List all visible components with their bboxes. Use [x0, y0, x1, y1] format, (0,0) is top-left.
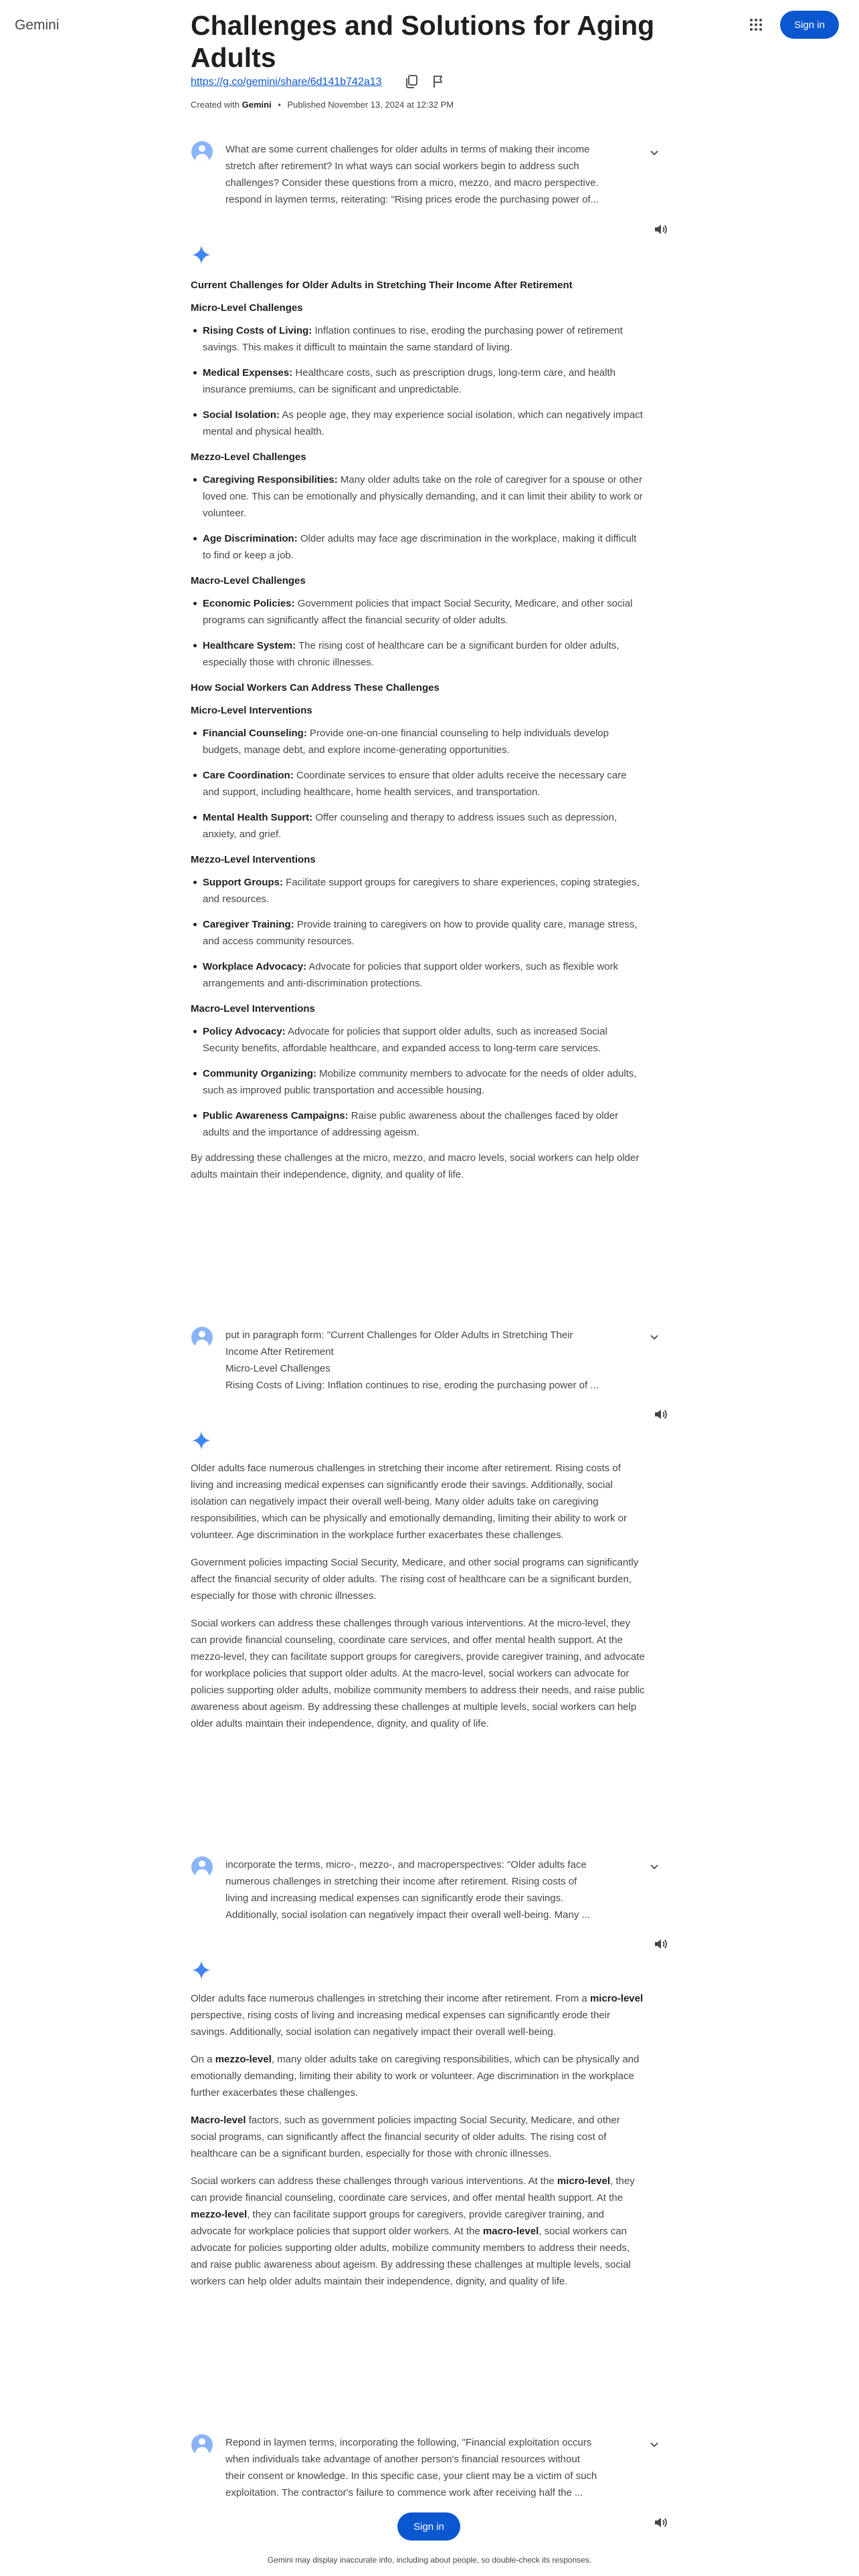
- prompt-line: challenges? Consider these questions from a micro, mezzo, and macro perspective.: [225, 177, 599, 189]
- list-item: [191, 637, 646, 671]
- listen-speaker-icon[interactable]: [653, 1937, 668, 1951]
- list-item: [191, 809, 646, 843]
- challenge-list: [191, 595, 646, 671]
- created-app: Gemini: [242, 100, 272, 110]
- listen-speaker-icon[interactable]: [653, 222, 668, 237]
- item-text: The rising cost of healthcare can be a significant burden for older adults, especially those with chronic illnesses.: [203, 640, 619, 668]
- text-run: , social workers can advocate for policies supporting older adults, mobilize community members to address their needs, and raise public awareness about ageism. By addressing these challenges at multiple levels, social workers can help older adults maintain their independence, dignity, and quality of life.: [191, 2226, 631, 2287]
- text-run: , many older adults take on caregiving responsibilities, which can be physically and emotionally demanding, limiting their ability to work or volunteer. Age discrimination in the workplace further exacerbates these challenges.: [191, 2054, 640, 2099]
- expand-prompt-chevron-icon[interactable]: [648, 146, 660, 158]
- response-paragraph: [191, 2173, 646, 2290]
- prompt-line: What are some current challenges for older adults in terms of making their income: [225, 144, 590, 155]
- page-title: Challenges and Solutions for Aging Adults: [191, 10, 655, 73]
- item-term: Economic Policies:: [203, 598, 295, 609]
- item-text: Coordinate services to ensure that older adults receive the necessary care and support, including healthcare, home health services, and transportation.: [203, 770, 627, 798]
- text-run: , they can provide financial counseling, coordinate care services, and offer mental health support. At the: [191, 2175, 635, 2204]
- item-term: Caregiving Responsibilities:: [203, 474, 338, 486]
- user-prompt-1: [225, 141, 634, 208]
- item-text: Healthcare costs, such as prescription drugs, long-term care, and health insurance premiums, can be significant and unpredictable.: [203, 367, 615, 395]
- list-item: [191, 767, 646, 800]
- disclaimer-text: Gemini may display inaccurate info, including about people, so double-check its responses.: [267, 2555, 592, 2565]
- list-item: [191, 471, 646, 522]
- prompt-line: Rising Costs of Living: Inflation continues to rise, eroding the purchasing power of ...: [225, 1380, 599, 1391]
- prompt-line: Micro-Level Challenges: [225, 1363, 330, 1374]
- listen-speaker-icon[interactable]: [653, 2515, 668, 2530]
- prompt-line: their consent or knowledge. In this specific case, your client may be a victim of such: [225, 2470, 597, 2482]
- item-text: Government policies that impact Social Security, Medicare, and other social programs can significantly affect the financial security of older adults.: [203, 598, 633, 626]
- item-text: Advocate for policies that support older adults, such as increased Social Security benefits, affordable healthcare, and expanded access to long-term care services.: [203, 1026, 607, 1054]
- section-title: Macro-Level Challenges: [191, 575, 306, 586]
- level-term: macro-level: [482, 2226, 539, 2237]
- user-avatar: [191, 2434, 213, 2456]
- expand-prompt-chevron-icon[interactable]: [648, 1860, 660, 1872]
- model-response-1: [191, 277, 646, 1194]
- gemini-spark-icon: [191, 1430, 211, 1451]
- text-run: perspective, rising costs of living and increasing medical expenses can significantly erode their savings. Additionally, social isolation can negatively impact their overall well-being.: [191, 2010, 610, 2038]
- prompt-line: Additionally, social isolation can negatively impact their overall well-being. Many ...: [225, 1909, 590, 1921]
- section-heading: How Social Workers Can Address These Challenges: [191, 682, 440, 693]
- item-term: Rising Costs of Living:: [203, 325, 312, 336]
- response-paragraph: Older adults face numerous challenges in stretching their income after retirement. Rising costs of living and increasing medical expenses can significantly erode their savings. Additionally, social isolation can negatively impact their overall well-being. Many older adults take on caregiving responsibilities, which can be physically and emotionally demanding, limiting their ability to work or volunteer. Age discrimination in the workplace further exacerbates these challenges.: [191, 1463, 627, 1541]
- apps-grid-icon[interactable]: [749, 17, 763, 32]
- item-term: Policy Advocacy:: [203, 1026, 286, 1037]
- intervention-list: [191, 725, 646, 843]
- response-paragraph: Social workers can address these challenges through various interventions. At the micro-level, they can provide financial counseling, coordinate care services, and offer mental health support. At the mezzo-level, they can facilitate support groups for caregivers, provide caregiver training, and advocate for workplace policies that support older adults. At the macro-level, social workers can advocate for policies supporting older adults, mobilize community members to address their needs, and raise public awareness about ageism. By addressing these challenges at multiple levels, social workers can help older adults maintain their independence, dignity, and quality of life.: [191, 1618, 645, 1729]
- challenge-list: [191, 471, 646, 564]
- sign-in-button[interactable]: Sign in: [780, 11, 839, 39]
- item-text: Advocate for policies that support older workers, such as flexible work arrangements and anti-discrimination protections.: [203, 961, 619, 989]
- list-item: [191, 322, 646, 356]
- level-term: mezzo-level: [191, 2209, 248, 2220]
- item-term: Caregiver Training:: [203, 919, 294, 930]
- expand-prompt-chevron-icon[interactable]: [648, 2438, 660, 2450]
- item-term: Support Groups:: [203, 877, 283, 888]
- item-text: Raise public awareness about the challenges faced by older adults and the importance of addressing ageism.: [203, 1110, 619, 1138]
- item-term: Workplace Advocacy:: [203, 961, 307, 972]
- prompt-line: put in paragraph form: "Current Challenges for Older Adults in Stretching Their: [225, 1329, 573, 1341]
- prompt-line: exploitation. The contractor's failure to commence work after receiving half the ...: [225, 2487, 583, 2498]
- response-heading: Current Challenges for Older Adults in Stretching Their Income After Retirement: [191, 280, 573, 291]
- listen-speaker-icon[interactable]: [653, 1407, 668, 1422]
- published-date: Published November 13, 2024 at 12:32 PM: [287, 100, 454, 110]
- list-item: [191, 1023, 646, 1057]
- item-text: Older adults may face age discrimination in the workplace, making it difficult to find or keep a job.: [203, 533, 637, 561]
- response-paragraph: [191, 2112, 646, 2162]
- list-item: [191, 916, 646, 950]
- item-term: Community Organizing:: [203, 1068, 316, 1079]
- report-flag-icon[interactable]: [432, 74, 445, 89]
- item-text: Provide one-on-one financial counseling to help individuals develop budgets, manage debt, and explore income-generating opportunities.: [203, 728, 609, 756]
- item-term: Financial Counseling:: [203, 728, 307, 739]
- prompt-line: Income After Retirement: [225, 1346, 334, 1358]
- user-prompt-2: [225, 1327, 634, 1394]
- prompt-line: stretch after retirement? In what ways can social workers begin to address such: [225, 160, 579, 172]
- prompt-line: living and increasing medical expenses can significantly erode their savings.: [225, 1893, 564, 1904]
- list-item: [191, 595, 646, 629]
- item-text: Provide training to caregivers on how to provide quality care, manage stress, and access community resources.: [203, 919, 638, 947]
- text-run: On a: [191, 2054, 215, 2065]
- user-prompt-4: [225, 2434, 634, 2501]
- gemini-spark-icon: [191, 1960, 211, 1980]
- item-text: Many older adults take on the role of caregiver for a spouse or other loved one. This can be emotionally and physically demanding, and it can limit their ability to work or volunteer.: [203, 474, 643, 519]
- prompt-line: Repond in laymen terms, incorporating the following, "Financial exploitation occurs: [225, 2437, 592, 2448]
- item-text: Inflation continues to rise, eroding the purchasing power of retirement savings. This makes it difficult to maintain the same standard of living.: [203, 325, 623, 353]
- user-avatar: [191, 1327, 213, 1348]
- prompt-line: when individuals take advantage of another person's financial resources without: [225, 2454, 580, 2465]
- response-paragraph: [191, 2051, 646, 2101]
- sign-in-bottom-button[interactable]: Sign in: [397, 2512, 460, 2541]
- gemini-spark-icon: [191, 245, 211, 265]
- user-prompt-3: [225, 1856, 634, 1923]
- response-closing: By addressing these challenges at the micro, mezzo, and macro levels, social workers can help older adults maintain their independence, dignity, and quality of life.: [191, 1152, 640, 1180]
- section-title: Macro-Level Interventions: [191, 1003, 315, 1014]
- created-published-meta: [191, 100, 454, 110]
- model-response-3: [191, 1990, 646, 2300]
- item-term: Age Discrimination:: [203, 533, 298, 544]
- text-run: Social workers can address these challenges through various interventions. At the: [191, 2175, 557, 2187]
- list-item: [191, 1065, 646, 1099]
- list-item: [191, 725, 646, 758]
- list-item: [191, 874, 646, 907]
- section-title: Micro-Level Challenges: [191, 302, 303, 314]
- response-paragraph: [191, 1990, 646, 2040]
- prompt-line: numerous challenges in stretching their income after retirement. Rising costs of: [225, 1876, 577, 1887]
- level-term: mezzo-level: [215, 2054, 272, 2065]
- item-term: Medical Expenses:: [203, 367, 293, 379]
- text-run: factors, such as government policies impacting Social Security, Medicare, and other social programs, can significantly affect the financial security of older adults. The rising cost of healthcare can be a significant burden, especially for those with chronic illnesses.: [191, 2115, 620, 2159]
- list-item: [191, 364, 646, 398]
- level-term: Macro-level: [191, 2115, 246, 2126]
- gemini-brand[interactable]: Gemini: [15, 17, 60, 33]
- text-run: Older adults face numerous challenges in stretching their income after retirement. From a: [191, 1993, 590, 2004]
- list-item: [191, 407, 646, 440]
- user-avatar: [191, 1856, 213, 1878]
- section-title: Micro-Level Interventions: [191, 705, 312, 716]
- item-text: As people age, they may experience social isolation, which can negatively impact mental and physical health.: [203, 409, 643, 437]
- item-term: Mental Health Support:: [203, 812, 313, 823]
- level-term: micro-level: [589, 1993, 644, 2004]
- copy-icon[interactable]: [405, 74, 418, 89]
- item-text: Mobilize community members to advocate for the needs of older adults, such as improved public transportation and accessible housing.: [203, 1068, 637, 1096]
- section-title: Mezzo-Level Challenges: [191, 451, 306, 463]
- created-prefix: Created with: [191, 100, 240, 110]
- list-item: [191, 958, 646, 992]
- user-avatar: [191, 141, 213, 163]
- prompt-line: respond in laymen terms, reiterating: "Rising prices erode the purchasing power of...: [225, 194, 599, 205]
- item-term: Care Coordination:: [203, 770, 294, 781]
- response-paragraph: Government policies impacting Social Security, Medicare, and other social programs can significantly affect the financial security of older adults. The rising cost of healthcare can be a significant burden, especially for those with chronic illnesses.: [191, 1557, 639, 1602]
- intervention-list: [191, 1023, 646, 1141]
- level-term: micro-level: [557, 2175, 611, 2187]
- section-title: Mezzo-Level Interventions: [191, 854, 316, 865]
- share-link[interactable]: https://g.co/gemini/share/6d141b742a13: [191, 76, 382, 88]
- item-text: Offer counseling and therapy to address issues such as depression, anxiety, and grief.: [203, 812, 617, 840]
- item-term: Public Awareness Campaigns:: [203, 1110, 349, 1121]
- model-response-2: [191, 1460, 646, 1743]
- text-run: , they can facilitate support groups for caregivers, provide caregiver training, and advocate for workplace policies that support older workers. At the: [191, 2209, 604, 2237]
- prompt-line: incorporate the terms, micro-, mezzo-, and macroperspectives: "Older adults face: [225, 1859, 587, 1870]
- expand-prompt-chevron-icon[interactable]: [648, 1331, 660, 1343]
- meta-separator: •: [278, 100, 281, 110]
- list-item: [191, 530, 646, 564]
- item-text: Facilitate support groups for caregivers to share experiences, coping strategies, and resources.: [203, 877, 640, 905]
- item-term: Social Isolation:: [203, 409, 280, 421]
- intervention-list: [191, 874, 646, 992]
- challenge-list: [191, 322, 646, 440]
- list-item: [191, 1107, 646, 1141]
- item-term: Healthcare System:: [203, 640, 296, 651]
